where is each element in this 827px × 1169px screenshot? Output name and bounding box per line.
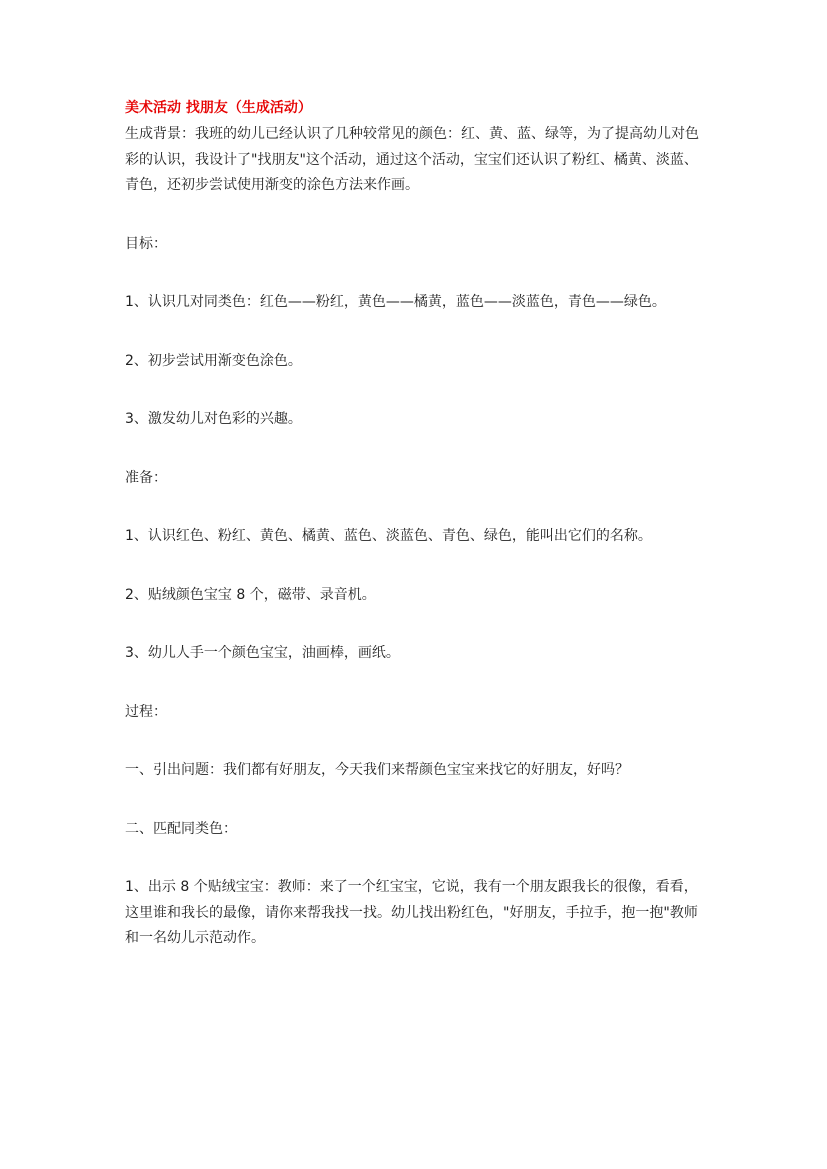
prep-item-2: 2、贴绒颜色宝宝 8 个，磁带、录音机。 [125,586,376,603]
prep-item-3: 3、幼儿人手一个颜色宝宝，油画棒，画纸。 [125,645,400,661]
document-title: 美术活动 找朋友（生成活动） [125,100,312,116]
process-step-1: 一、引出问题：我们都有好朋友，今天我们来帮颜色宝宝来找它的好朋友，好吗？ [125,762,629,778]
goal-item-2: 2、初步尝试用渐变色涂色。 [125,352,302,369]
document-page [125,98,705,952]
goal-item-3: 3、激发幼儿对色彩的兴趣。 [125,411,302,427]
process-step-2: 二、匹配同类色： [125,820,237,837]
prep-heading: 准备： [125,469,167,486]
process-step-2-item-1: 1、出示 8 个贴绒宝宝：教师：来了一个红宝宝，它说，我有一个朋友跟我长的很像，看看，这里谁和我长的最像，请你来帮我找一找。幼儿找出粉红色，"好朋友，手拉手，抱一抱"教师和一名幼儿示范动作。 [125,879,698,946]
background-paragraph: 生成背景：我班的幼儿已经认识了几种较常见的颜色：红、黄、蓝、绿等，为了提高幼儿对色彩的认识，我设计了"找朋友"这个活动，通过这个活动，宝宝们还认识了粉红、橘黄、淡蓝、青色，还初步尝试使用渐变的涂色方法来作画。 [125,126,699,193]
goal-item-1: 1、认识几对同类色：红色——粉红，黄色——橘黄，蓝色——淡蓝色，青色——绿色。 [125,294,666,310]
process-heading: 过程： [125,703,167,720]
goals-heading: 目标： [125,235,167,252]
prep-item-1: 1、认识红色、粉红、黄色、橘黄、蓝色、淡蓝色、青色、绿色，能叫出它们的名称。 [125,528,652,544]
